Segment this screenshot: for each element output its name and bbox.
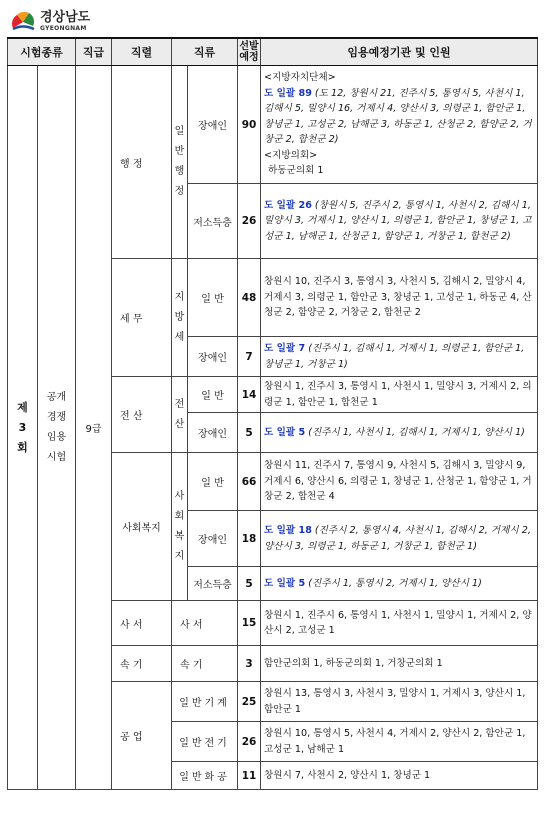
count-cell: 26 [238, 184, 261, 259]
series-cell: 세 무 [112, 259, 172, 377]
table-header-row [8, 38, 538, 66]
agency-cell: 도 일괄 7 (진주시 1, 김해시 1, 거제시 1, 의령군 1, 함안군 1, 창녕군 1, 거창군 1) [261, 337, 538, 377]
count-cell: 14 [238, 377, 261, 413]
agency-cell: 창원시 13, 통영시 3, 사천시 3, 밀양시 1, 거제시 3, 양산시 1, 함안군 1 [261, 682, 538, 722]
type-cell: 사 서 [172, 601, 238, 646]
logo-name-english: GYEONGNAM [40, 24, 87, 32]
series-cell: 속 기 [112, 646, 172, 682]
count-cell: 90 [238, 66, 261, 184]
type-cell: 속 기 [172, 646, 238, 682]
type-cell: 일 반 [188, 453, 238, 511]
agency-cell: 창원시 1, 진주시 3, 통영시 1, 사천시 1, 밀양시 3, 거제시 2, 의령군 1, 함안군 1, 합천군 1 [261, 377, 538, 413]
header-series: 직렬 [112, 38, 172, 66]
group-cell: 일 반 행 정 [172, 66, 188, 259]
agency-cell: 창원시 7, 사천시 2, 양산시 1, 창녕군 1 [261, 762, 538, 790]
group-cell: 전 산 [172, 377, 188, 453]
count-cell: 25 [238, 682, 261, 722]
series-cell: 전 산 [112, 377, 172, 453]
type-cell: 저소득층 [188, 184, 238, 259]
series-cell: 공 업 [112, 682, 172, 790]
header-grade: 직급 [76, 38, 112, 66]
agency-cell: 창원시 10, 통영시 5, 사천시 4, 거제시 2, 양산시 2, 함안군 1, 고성군 1, 남해군 1 [261, 722, 538, 762]
series-cell: 행 정 [112, 66, 172, 259]
count-cell: 5 [238, 567, 261, 601]
count-cell: 48 [238, 259, 261, 337]
type-cell: 일반화공 [172, 762, 238, 790]
header-exam-type: 시험종류 [8, 38, 76, 66]
table-row [8, 66, 538, 184]
type-cell: 일반기계 [172, 682, 238, 722]
type-cell: 일 반 [188, 377, 238, 413]
gyeongnam-logo [10, 6, 90, 36]
type-cell: 장애인 [188, 337, 238, 377]
agency-cell: <지방자치단체> 도 일괄 89 (도 12, 창원시 21, 진주시 5, 통영시 5, 사천시 1, 김해시 5, 밀양시 16, 거제시 4, 양산시 3, 의령군 1, 함안군 1, 창녕군 1, 고성군 2, 남해군 3, 하동군 1, 산청군 2, 함양군 2, 거창군 2, 합천군 2) <지방의회> 하동군의회 1 [261, 66, 538, 184]
gyeongnam-emblem-icon [10, 8, 36, 34]
type-cell: 장애인 [188, 511, 238, 567]
count-cell: 26 [238, 722, 261, 762]
count-cell: 5 [238, 413, 261, 453]
recruitment-table [7, 37, 538, 790]
agency-cell: 창원시 1, 진주시 6, 통영시 1, 사천시 1, 밀양시 1, 거제시 2, 양산시 2, 고성군 1 [261, 601, 538, 646]
type-cell: 저소득층 [188, 567, 238, 601]
agency-cell: 함안군의회 1, 하동군의회 1, 거창군의회 1 [261, 646, 538, 682]
header-category: 직류 [172, 38, 238, 66]
grade-cell: 9급 [76, 66, 112, 790]
agency-cell: 도 일괄 18 (진주시 2, 통영시 4, 사천시 1, 김해시 2, 거제시 2, 양산시 3, 의령군 1, 하동군 1, 거창군 1, 합천군 1) [261, 511, 538, 567]
agency-cell: 도 일괄 5 (진주시 1, 사천시 1, 김해시 1, 거제시 1, 양산시 1) [261, 413, 538, 453]
count-cell: 3 [238, 646, 261, 682]
type-cell: 일 반 [188, 259, 238, 337]
agency-cell: 도 일괄 26 (창원시 5, 진주시 2, 통영시 1, 사천시 2, 김해시 1, 밀양시 3, 거제시 1, 양산시 1, 의령군 1, 함안군 1, 창녕군 1, 고성군 1, 남해군 1, 산청군 1, 함양군 1, 거창군 1, 합천군 2) [261, 184, 538, 259]
group-cell: 사 회 복 지 [172, 453, 188, 601]
count-cell: 11 [238, 762, 261, 790]
type-cell: 장애인 [188, 413, 238, 453]
exam-kind-cell: 공개 경쟁 임용 시험 [38, 66, 76, 790]
count-cell: 15 [238, 601, 261, 646]
agency-cell: 도 일괄 5 (진주시 1, 통영시 2, 거제시 1, 양산시 1) [261, 567, 538, 601]
type-cell: 장애인 [188, 66, 238, 184]
logo-name-korean: 경상남도 [40, 9, 91, 25]
header-agencies: 임용예정기관 및 인원 [261, 38, 538, 66]
exam-round-cell: 제 3 회 [8, 66, 38, 790]
group-cell: 지 방 세 [172, 259, 188, 377]
count-cell: 18 [238, 511, 261, 567]
series-cell: 사 서 [112, 601, 172, 646]
agency-cell: 창원시 11, 진주시 7, 통영시 9, 사천시 5, 김해시 3, 밀양시 9, 거제시 6, 양산시 6, 의령군 1, 창녕군 1, 산청군 1, 함양군 1, 거창군 2, 합천군 4 [261, 453, 538, 511]
type-cell: 일반전기 [172, 722, 238, 762]
agency-cell: 창원시 10, 진주시 3, 통영시 3, 사천시 5, 김해시 2, 밀양시 4, 거제시 3, 의령군 1, 함안군 3, 창녕군 1, 고성군 1, 하동군 4, 산청군 2, 함양군 2, 거창군 2, 합천군 2 [261, 259, 538, 337]
count-cell: 66 [238, 453, 261, 511]
count-cell: 7 [238, 337, 261, 377]
header-planned-count: 선발예정 [238, 38, 261, 66]
series-cell: 사회복지 [112, 453, 172, 601]
